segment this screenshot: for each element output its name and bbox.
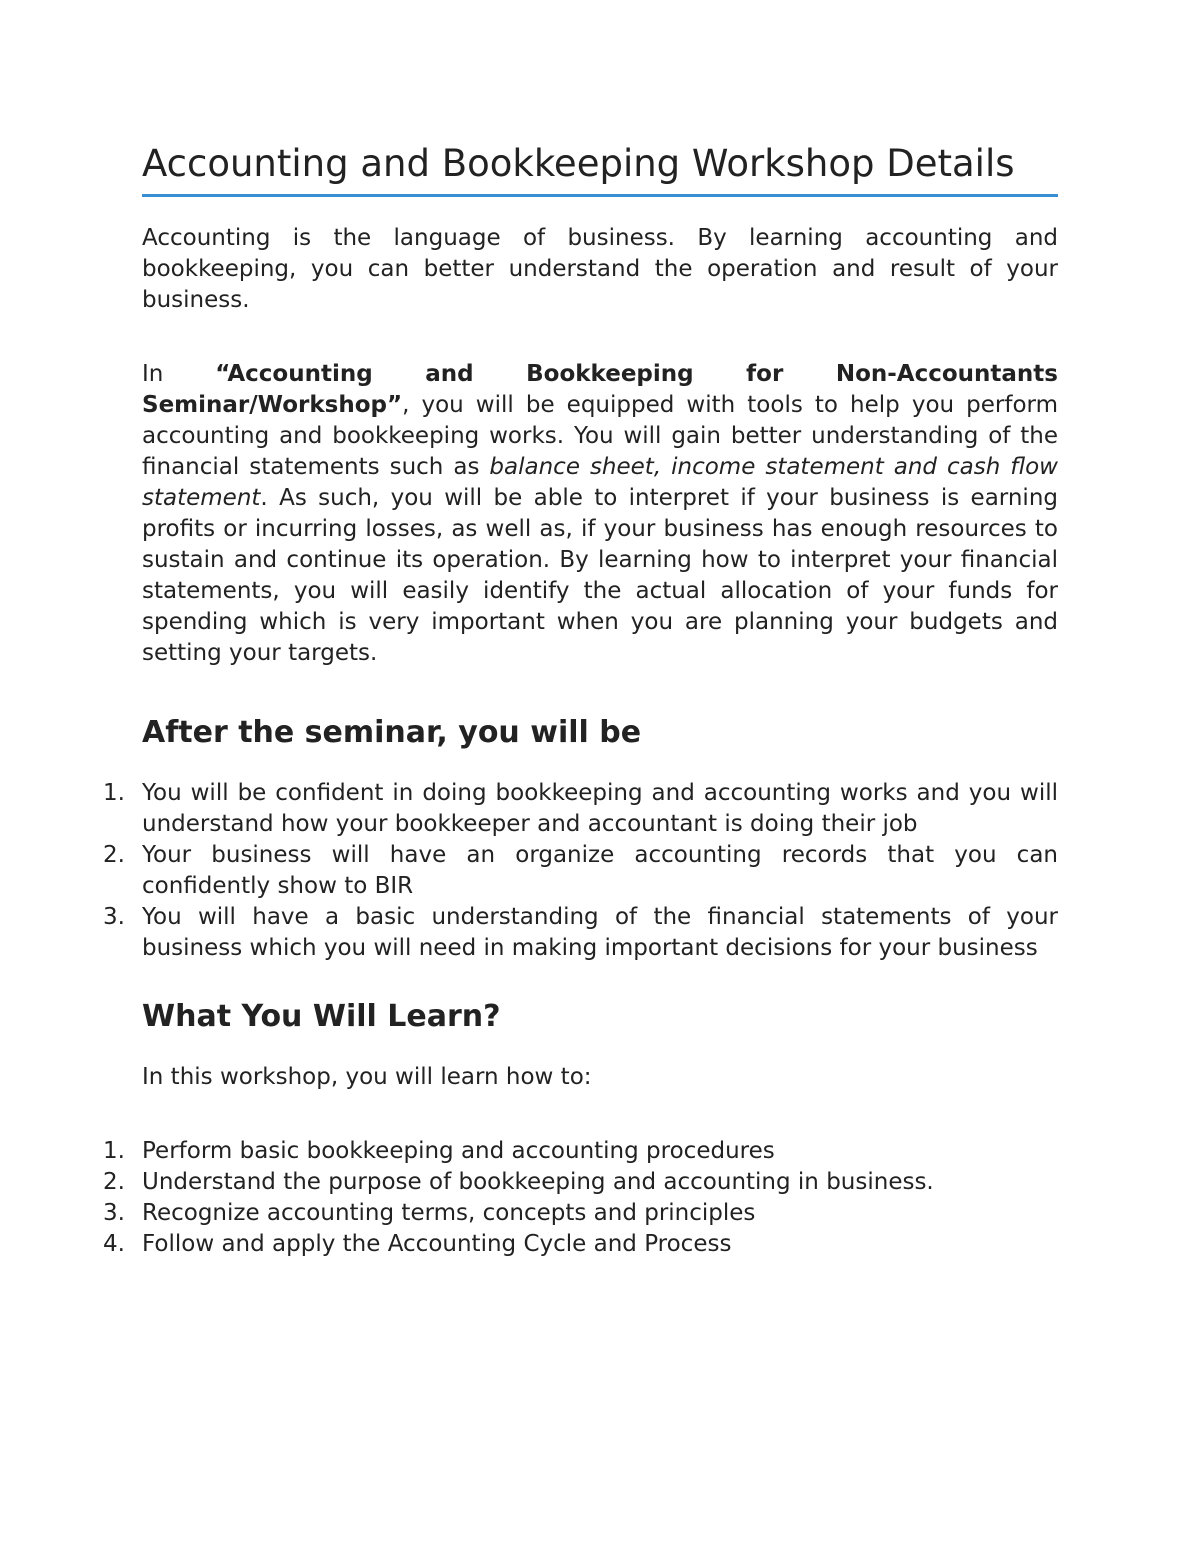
list-item-text: Understand the purpose of bookkeeping and accounting in business. bbox=[142, 1169, 934, 1195]
list-item bbox=[103, 902, 1058, 964]
para-text-a: , you will be equipped with tools to help you perform accounting and bookkeeping works. You will gain better understanding of the financial statements such as bbox=[142, 392, 1058, 480]
list-item-text: Recognize accounting terms, concepts and principles bbox=[142, 1200, 756, 1226]
document-page bbox=[103, 140, 1058, 1260]
list-number: 1. bbox=[103, 1138, 125, 1164]
list-number: 2. bbox=[103, 842, 125, 868]
list-number: 4. bbox=[103, 1231, 125, 1257]
list-item-text: Follow and apply the Accounting Cycle and Process bbox=[142, 1231, 732, 1257]
list-number: 3. bbox=[103, 904, 125, 930]
financial-statements-italic: balance sheet, income statement and cash flow statement bbox=[142, 454, 1058, 511]
after-seminar-heading: After the seminar, you will be bbox=[142, 715, 642, 750]
benefits-list bbox=[103, 778, 1058, 964]
list-item bbox=[103, 778, 1058, 840]
list-item bbox=[103, 1198, 1058, 1229]
list-number: 3. bbox=[103, 1200, 125, 1226]
learn-intro-text: In this workshop, you will learn how to: bbox=[142, 1064, 592, 1090]
list-item-text: Perform basic bookkeeping and accounting procedures bbox=[142, 1138, 775, 1164]
document-title: Accounting and Bookkeeping Workshop Details bbox=[142, 142, 1015, 185]
list-item bbox=[103, 1167, 1058, 1198]
list-item bbox=[103, 1229, 1058, 1260]
seminar-description-paragraph bbox=[142, 359, 1058, 669]
intro-paragraph: Accounting is the language of business. By learning accounting and bookkeeping, you can better understand the operation and result of your business. bbox=[142, 225, 1058, 313]
title-underline bbox=[142, 194, 1058, 197]
list-item-text: You will have a basic understanding of the financial statements of your business which you will need in making important decisions for your business bbox=[142, 904, 1058, 961]
para-text-b: . As such, you will be able to interpret if your business is earning profits or incurring losses, as well as, if your business has enough resources to sustain and continue its operation. By learning how to interpret your financial statements, you will easily identify the actual allocation of your funds for spending which is very important when you are planning your budgets and setting your targets. bbox=[142, 485, 1058, 666]
what-you-will-learn-heading: What You Will Learn? bbox=[142, 999, 501, 1034]
seminar-name: “Accounting and Bookkeeping for Non-Accountants Seminar/Workshop” bbox=[142, 361, 1058, 418]
list-item bbox=[103, 840, 1058, 902]
list-item bbox=[103, 1136, 1058, 1167]
list-item-text: Your business will have an organize accounting records that you can confidently show to BIR bbox=[142, 842, 1058, 899]
list-number: 1. bbox=[103, 780, 125, 806]
para-lead: In bbox=[142, 361, 216, 387]
learn-list bbox=[103, 1136, 1058, 1260]
list-number: 2. bbox=[103, 1169, 125, 1195]
list-item-text: You will be confident in doing bookkeeping and accounting works and you will understand how your bookkeeper and accountant is doing their job bbox=[142, 780, 1058, 837]
